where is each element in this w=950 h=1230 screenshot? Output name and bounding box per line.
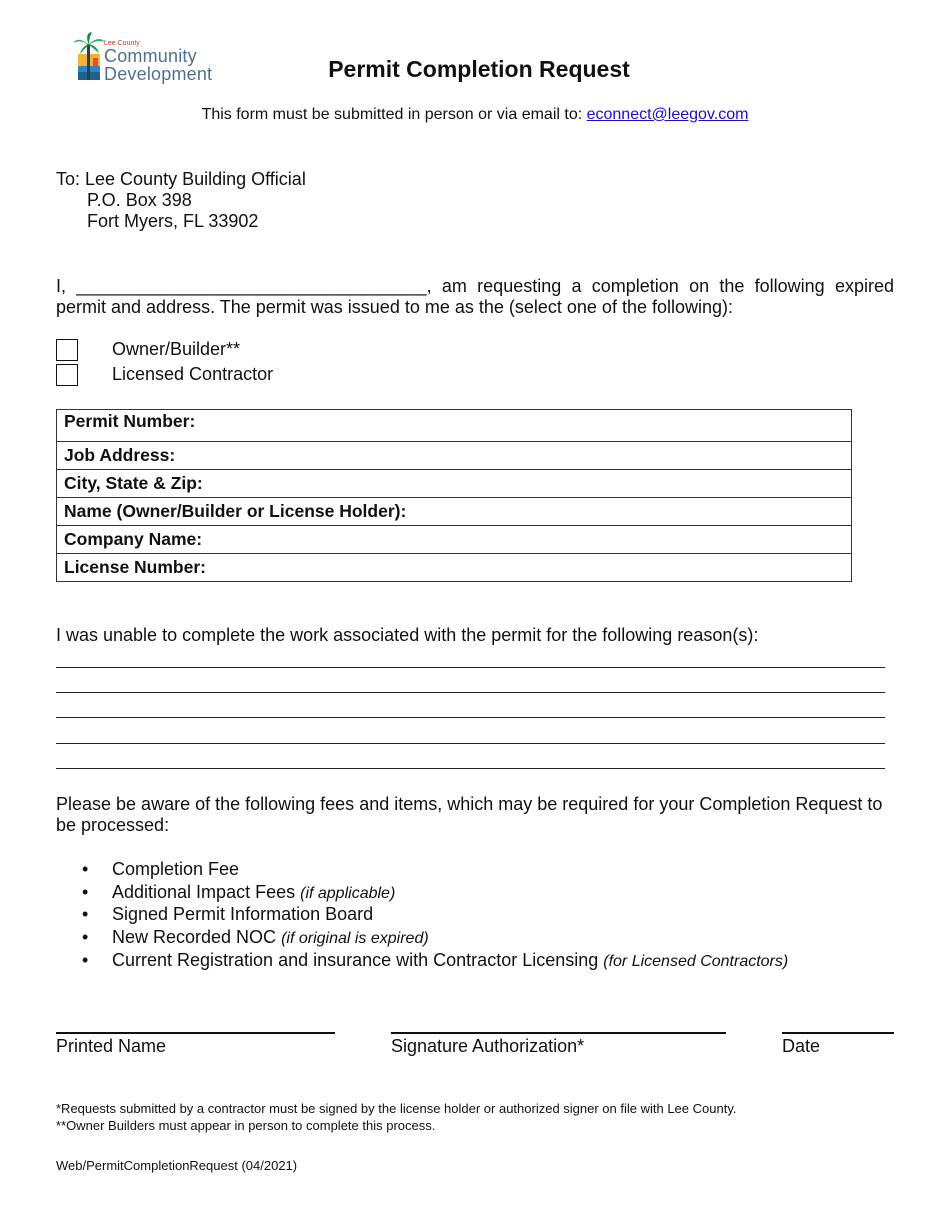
reason-line[interactable] <box>56 768 885 769</box>
company-name-field[interactable]: Company Name: <box>57 526 852 554</box>
table-row <box>57 498 852 526</box>
city-state-zip-field[interactable]: City, State & Zip: <box>57 470 852 498</box>
list-item <box>82 927 788 950</box>
bullet-icon: • <box>82 904 89 925</box>
job-address-field[interactable]: Job Address: <box>57 442 852 470</box>
page-title: Permit Completion Request <box>328 56 630 82</box>
address-box: P.O. Box 398 <box>87 190 192 210</box>
licensed-contractor-label: Licensed Contractor <box>112 364 274 384</box>
email-link[interactable]: econnect@leegov.com <box>586 106 749 123</box>
form-id: Web/PermitCompletionRequest (04/2021) <box>56 1158 298 1173</box>
option-owner-builder[interactable] <box>56 339 356 361</box>
logo-development-text: Development <box>104 64 213 84</box>
bullet-icon: • <box>82 949 89 970</box>
owner-builder-footnote: **Owner Builders must appear in person to complete this process. <box>56 1118 436 1133</box>
request-statement: I, ___________________________________, am requesting a completion on the following expired permit and address. The permit was issued to me as the (select one of the following): <box>56 276 894 317</box>
licensed-contractor-checkbox[interactable] <box>56 364 78 386</box>
fee-item-note: (for Licensed Contractors) <box>603 952 789 970</box>
license-number-field[interactable]: License Number: <box>57 554 852 582</box>
contractor-footnote: *Requests submitted by a contractor must be signed by the license holder or authorized signer on file with Lee County. <box>56 1101 737 1116</box>
fee-item-text: New Recorded NOC <box>112 927 282 948</box>
list-item <box>82 859 788 882</box>
printed-name-label: Printed Name <box>56 1036 167 1056</box>
address-to: To: Lee County Building Official <box>56 169 306 189</box>
signature-label: Signature Authorization* <box>391 1036 585 1056</box>
date-label: Date <box>782 1036 821 1056</box>
fee-item-text: Additional Impact Fees <box>112 881 301 902</box>
reason-line[interactable] <box>56 717 885 718</box>
recipient-address <box>56 169 306 232</box>
printed-name-line[interactable] <box>56 1032 335 1034</box>
fee-item-text: Signed Permit Information Board <box>112 904 374 925</box>
owner-builder-label: Owner/Builder** <box>112 339 241 359</box>
reason-line[interactable] <box>56 743 885 744</box>
permit-number-field[interactable]: Permit Number: <box>57 410 852 442</box>
table-row <box>57 554 852 582</box>
logo-county-text: Lee County <box>104 40 140 47</box>
fees-intro: Please be aware of the following fees and items, which may be required for your Completion Request to be processed: <box>56 794 883 835</box>
fee-list <box>82 859 788 972</box>
reason-line[interactable] <box>56 692 885 693</box>
date-line[interactable] <box>782 1032 894 1034</box>
list-item <box>82 882 788 905</box>
owner-builder-checkbox[interactable] <box>56 339 78 361</box>
submission-instructions <box>0 106 950 124</box>
table-row <box>57 410 852 442</box>
list-item <box>82 904 788 927</box>
option-licensed-contractor[interactable] <box>56 364 356 386</box>
table-row <box>57 470 852 498</box>
fee-item-note: (if original is expired) <box>281 930 429 948</box>
table-row <box>57 526 852 554</box>
fee-item-text: Current Registration and insurance with Contractor Licensing <box>112 949 604 970</box>
submission-text: This form must be submitted in person or via email to: <box>201 106 587 123</box>
holder-name-field[interactable]: Name (Owner/Builder or License Holder): <box>57 498 852 526</box>
address-city: Fort Myers, FL 33902 <box>87 211 259 231</box>
reason-intro: I was unable to complete the work associated with the permit for the following reason(s): <box>56 625 759 645</box>
bullet-icon: • <box>82 859 89 879</box>
permit-info-table <box>56 409 852 582</box>
fee-item-note: (if applicable) <box>300 884 396 902</box>
logo-community-text: Community <box>104 46 197 66</box>
bullet-icon: • <box>82 881 89 902</box>
list-item <box>82 950 788 973</box>
signature-line[interactable] <box>391 1032 726 1034</box>
reason-line[interactable] <box>56 667 885 668</box>
bullet-icon: • <box>82 927 89 948</box>
table-row <box>57 442 852 470</box>
fee-item-text: Completion Fee <box>112 859 240 879</box>
